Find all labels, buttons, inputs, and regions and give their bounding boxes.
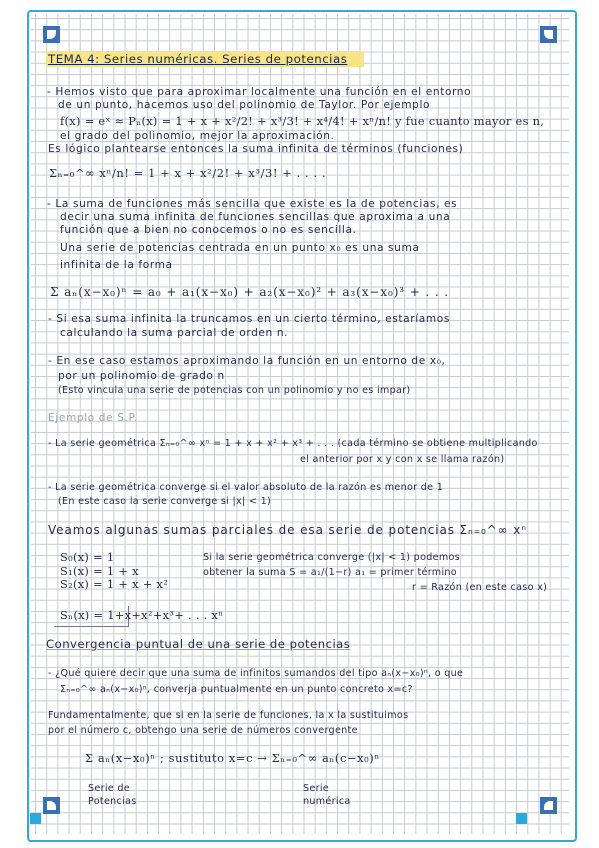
text-line: Veamos algunas sumas parciales de esa serie de potencias Σₙ₌₀^∞ xⁿ xyxy=(48,523,527,537)
text-line: de un punto, hacemos uso del polinomio de Taylor. Por ejemplo xyxy=(58,99,431,111)
formula-line: S₀(x) = 1 xyxy=(60,550,115,564)
corner-marker-icon xyxy=(30,813,41,824)
formula-line: S₁(x) = 1 + x xyxy=(60,564,139,578)
page-title: TEMA 4: Series numéricas. Series de potencias xyxy=(48,52,348,66)
text-line: - La serie geométrica converge si el valor absoluto de la razón es menor de 1 xyxy=(48,482,444,493)
text-line: calculando la suma parcial de orden n. xyxy=(60,327,289,339)
formula-line: f(x) = eˣ ≈ Pₙ(x) = 1 + x + x²/2! + x³/3! + x⁴/4! + xⁿ/n! y fue cuanto mayor es n, xyxy=(60,114,545,128)
text-line: función que a bien no conocemos o no es sencilla. xyxy=(60,224,357,236)
formula-line: Σ aₙ(x−x₀)ⁿ ; sustituto x=c → Σₙ₌₀^∞ aₙ(c−x₀)ⁿ xyxy=(85,751,380,765)
corner-marker-icon xyxy=(516,813,527,824)
text-line: el anterior por x y con x se llama razón) xyxy=(300,454,505,465)
text-line: - ¿Qué quiere decir que una suma de infinitos sumandos del tipo aₙ(x−x₀)ⁿ, o que xyxy=(48,668,464,679)
text-line: Σₙ₌₀^∞ aₙ(x−x₀)ⁿ, converja puntualmente en un punto concreto x=c? xyxy=(60,684,413,695)
text-line: decir una suma infinita de funciones sencillas que aproxima a una xyxy=(60,211,451,223)
section-label: Ejemplo de S.P. xyxy=(48,412,138,424)
text-line: infinita de la forma xyxy=(60,259,173,271)
formula-line: Σₙ₌₀^∞ xⁿ/n! = 1 + x + x²/2! + x³/3! + . . . . xyxy=(49,166,327,180)
text-line: (Esto vincula una serie de potencias con un polinomio y no es impar) xyxy=(58,385,411,396)
text-line: - En ese caso estamos aproximando la función en un entorno de x₀, xyxy=(48,355,446,367)
formula-line: Σ aₙ(x−x₀)ⁿ = a₀ + a₁(x−x₀) + a₂(x−x₀)² + a₃(x−x₀)³ + . . . xyxy=(50,285,449,299)
text-line: por un polinomio de grado n xyxy=(58,370,225,382)
corner-logo-icon xyxy=(43,797,60,814)
text-line: - La serie geométrica Σₙ₌₀^∞ xⁿ = 1 + x + x² + x³ + . . . (cada término se obtiene multiplicando xyxy=(48,438,538,449)
annotation-label: Serie xyxy=(303,783,330,794)
annotation-label: numérica xyxy=(303,796,351,807)
section-heading: Convergencia puntual de una serie de potencias xyxy=(46,637,351,651)
annotation-label: Serie de xyxy=(88,783,130,794)
text-line: Una serie de potencias centrada en un punto x₀ es una suma xyxy=(60,242,420,254)
text-line: (En este caso la serie converge si |x| < 1) xyxy=(58,496,272,507)
corner-logo-icon xyxy=(540,797,557,814)
text-line: Es lógico plantearse entonces la suma infinita de términos (funciones) xyxy=(48,143,464,155)
text-line: Si la serie geométrica converge (|x| < 1) podemos xyxy=(203,552,460,563)
corner-logo-icon xyxy=(540,26,557,43)
formula-line: S₂(x) = 1 + x + x² xyxy=(60,577,169,591)
text-line: obtener la suma S = a₁/(1−r) a₁ = primer término xyxy=(203,567,457,578)
text-line: Fundamentalmente, que si en la serie de funciones, la x la sustituimos xyxy=(48,710,409,721)
text-line: r = Razón (en este caso x) xyxy=(412,582,548,593)
text-line: - La suma de funciones más sencilla que existe es la de potencias, es xyxy=(47,198,458,210)
formula-line: Sₙ(x) = 1+x+x²+x³+ . . . xⁿ xyxy=(60,608,224,622)
annotation-label: Potencias xyxy=(88,796,137,807)
text-line: el grado del polinomio, mejor la aproximación. xyxy=(60,130,335,142)
text-line: - Hemos visto que para aproximar localmente una función en el entorno xyxy=(47,86,472,98)
text-line: por el número c, obtengo una serie de números convergente xyxy=(48,725,358,736)
text-line: - Si esa suma infinita la truncamos en un cierto término, estaríamos xyxy=(48,313,450,325)
corner-logo-icon xyxy=(43,26,60,43)
